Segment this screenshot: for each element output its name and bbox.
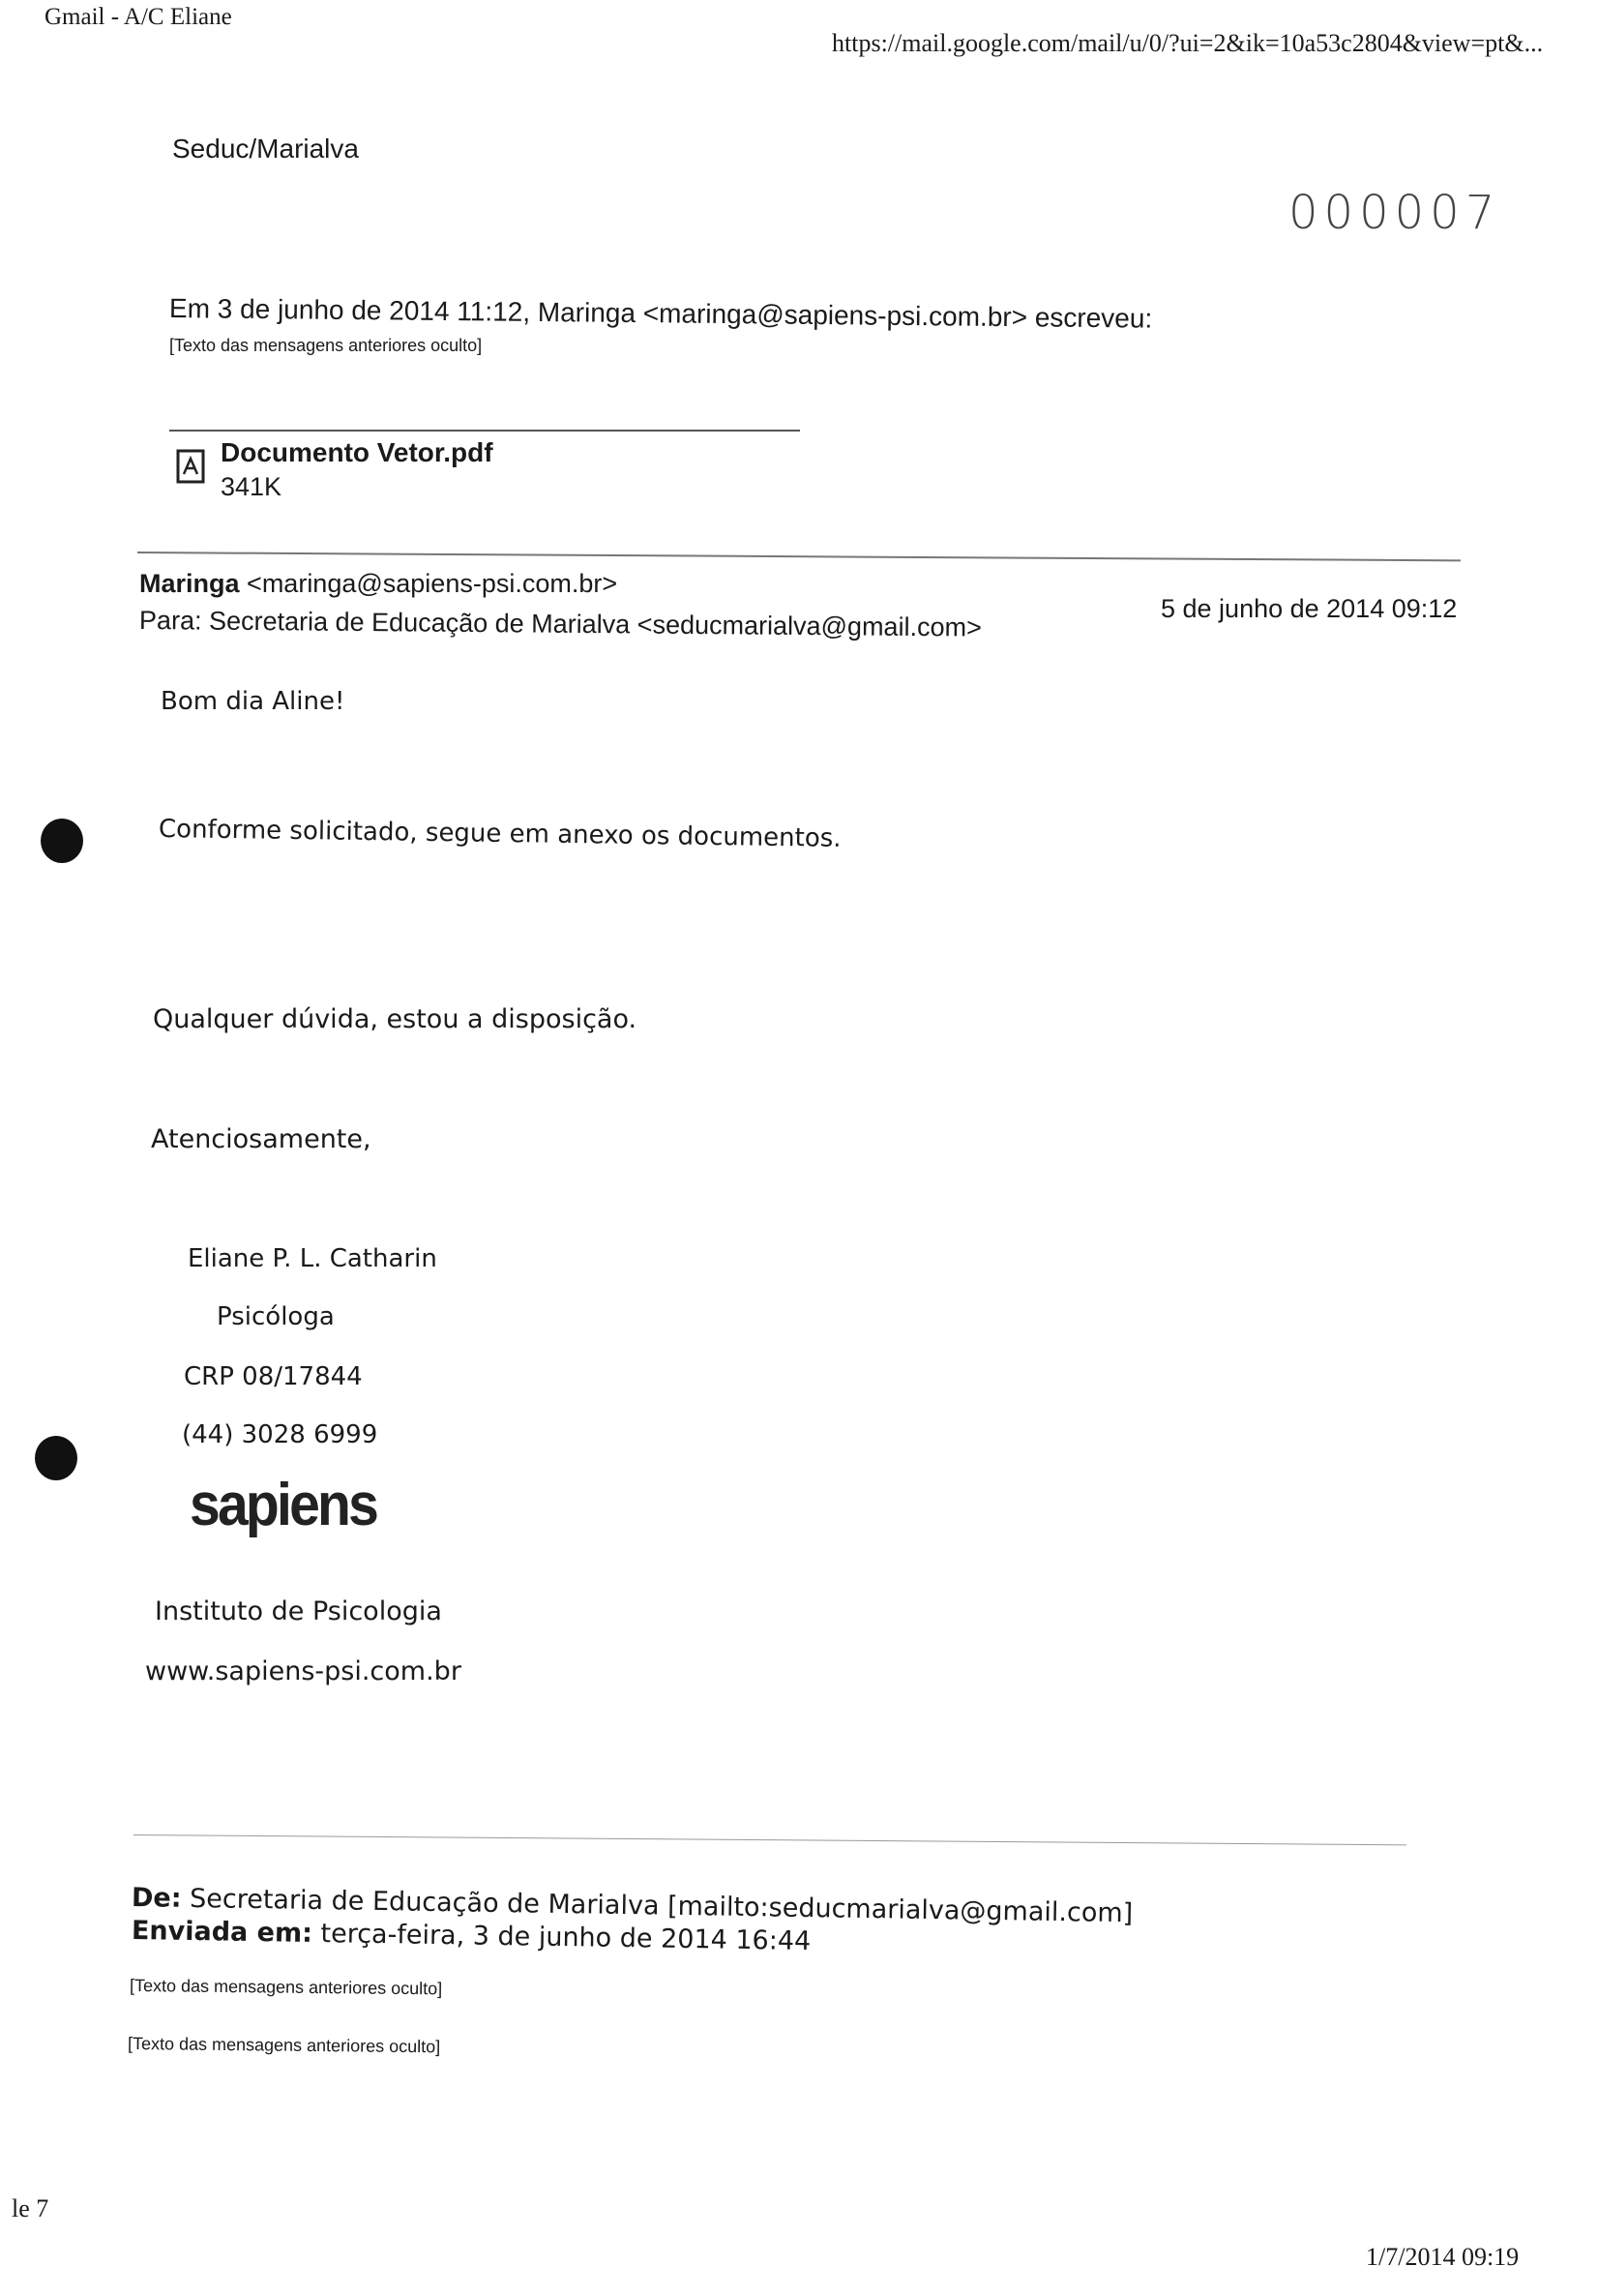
body-paragraph-1: Conforme solicitado, segue em anexo os documentos. (158, 815, 842, 853)
signature-name: Eliane P. L. Catharin (188, 1244, 437, 1273)
hidden-text-link[interactable]: [Texto das mensagens anteriores oculto] (169, 336, 483, 355)
forward-sent-label: Enviada em: (131, 1916, 313, 1949)
forward-sent-value: terça-feira, 3 de junho de 2014 16:44 (320, 1919, 812, 1957)
signature-phone: (44) 3028 6999 (182, 1420, 378, 1449)
forward-from-label: De: (131, 1883, 182, 1914)
attachment-name[interactable]: Documento Vetor.pdf (221, 437, 493, 467)
page-header-url[interactable]: https://mail.google.com/mail/u/0/?ui=2&ik=10a53c2804&view=pt&... (832, 29, 1544, 57)
signature-institute: Instituto de Psicologia (155, 1596, 442, 1626)
sender-email: <maringa@sapiens-psi.com.br> (247, 569, 618, 598)
document-stamp: 000007 (1288, 186, 1501, 240)
attachment-divider (169, 430, 800, 432)
closing: Atenciosamente, (151, 1124, 371, 1154)
hidden-text-link[interactable]: [Texto das mensagens anteriores oculto] (129, 1976, 443, 1999)
signature-crp: CRP 08/17844 (184, 1362, 363, 1391)
signature-role: Psicóloga (217, 1302, 335, 1331)
punch-hole (35, 1436, 77, 1480)
hidden-text-link[interactable]: [Texto das mensagens anteriores oculto] (127, 2034, 441, 2057)
label-seduc: Seduc/Marialva (172, 134, 359, 164)
punch-hole (41, 819, 83, 863)
greeting: Bom dia Aline! (161, 687, 345, 716)
print-timestamp: 1/7/2014 09:19 (1366, 2243, 1520, 2271)
quoted-reply-line: Em 3 de junho de 2014 11:12, Maringa <maringa@sapiens-psi.com.br> escreveu: (168, 293, 1153, 334)
forward-from-value: Secretaria de Educação de Marialva [mailto:seducmarialva@gmail.com] (189, 1883, 1134, 1929)
message-divider (137, 552, 1461, 561)
body-paragraph-2: Qualquer dúvida, estou a disposição. (153, 1004, 637, 1034)
recipient-line: Para: Secretaria de Educação de Marialva <seducmarialva@gmail.com> (138, 606, 982, 642)
forward-divider (133, 1834, 1406, 1845)
sapiens-logo: sapiens (190, 1472, 377, 1538)
pdf-icon (174, 447, 209, 486)
sender-name: Maringa (139, 569, 240, 598)
message-date: 5 de junho de 2014 09:12 (1161, 594, 1458, 623)
page-header-title: Gmail - A/C Eliane (44, 4, 232, 30)
attachment-size: 341K (221, 472, 282, 501)
page-number: le 7 (12, 2194, 49, 2222)
sender-line (139, 569, 617, 599)
signature-website[interactable]: www.sapiens-psi.com.br (145, 1656, 461, 1686)
